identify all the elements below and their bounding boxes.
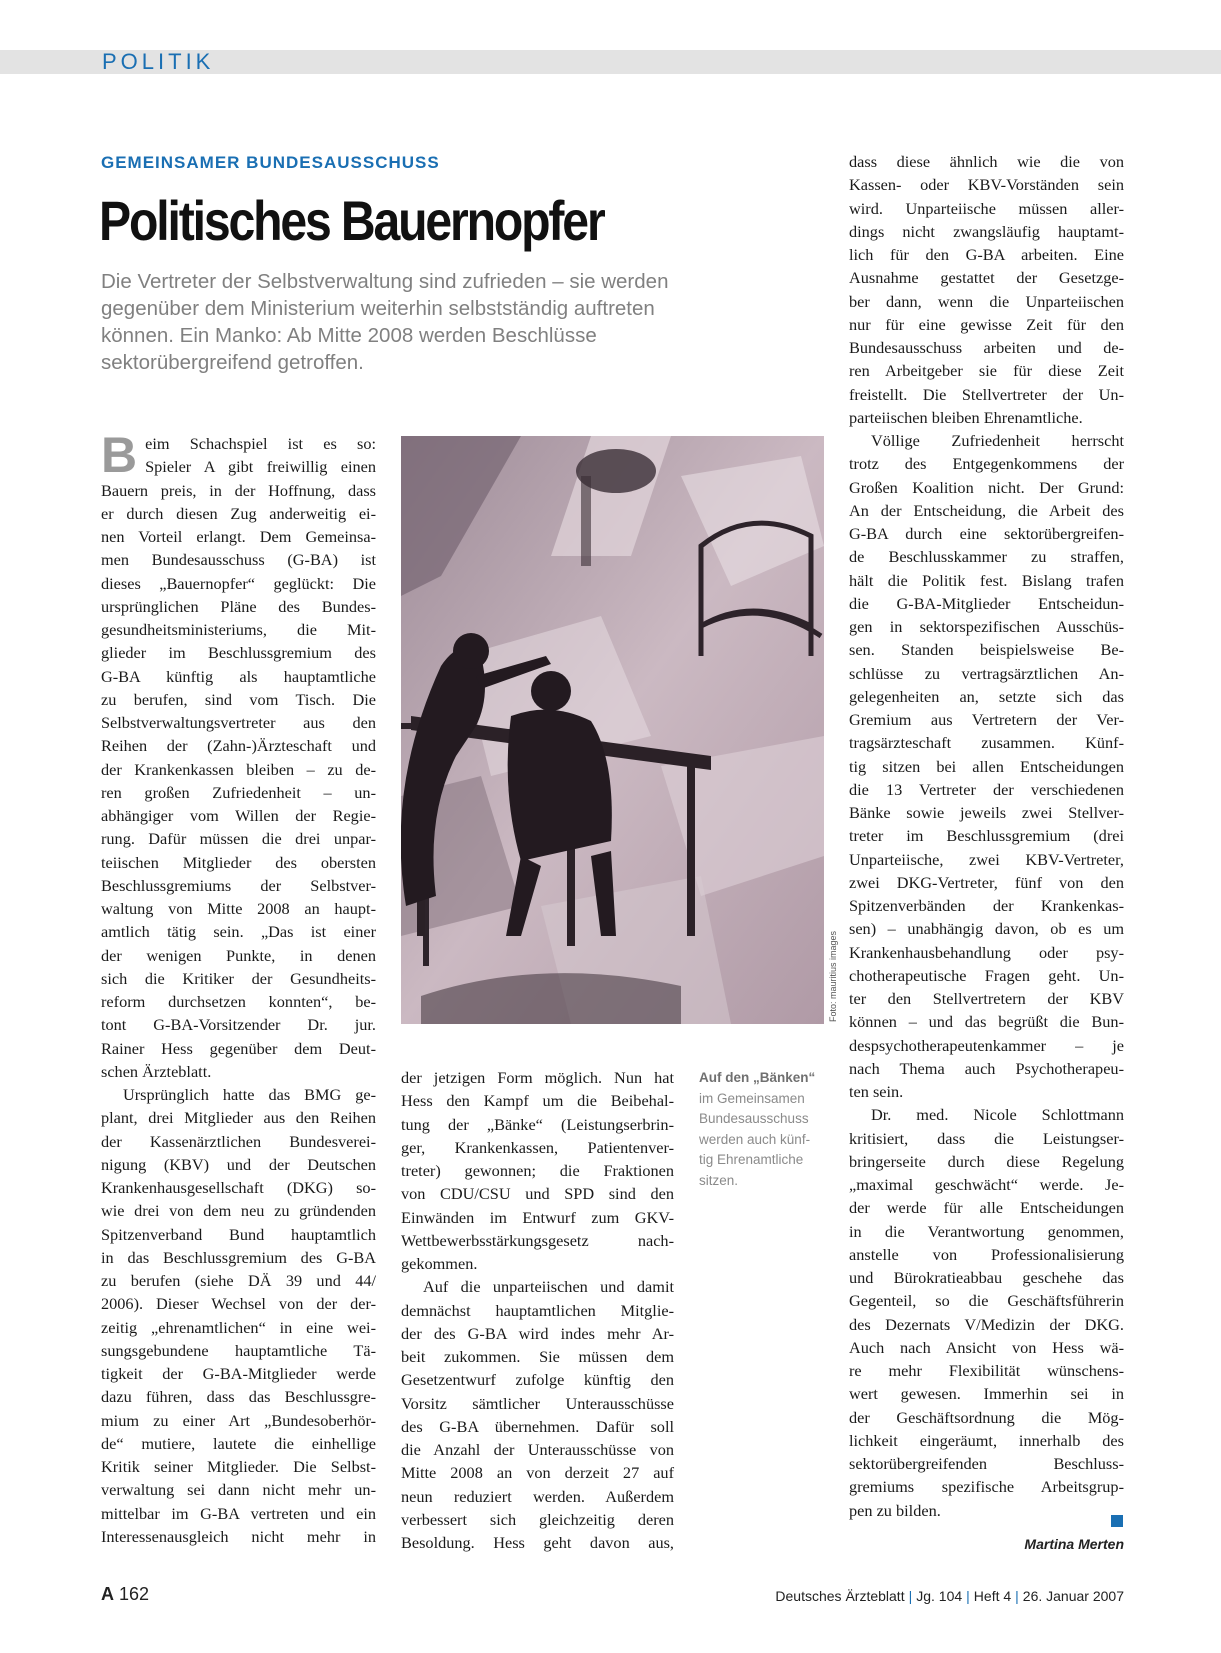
body-text-line: gremiums spezifische Arbeitsgrup- — [849, 1477, 1124, 1497]
body-text-line: Krankenhausgesellschaft (DKG) so- — [101, 1178, 376, 1197]
body-text-line: parteiischen bleiben Ehrenamtliche. — [849, 407, 1083, 427]
journal-date: 26. Januar 2007 — [1022, 1588, 1124, 1604]
body-text-line: kritisiert, dass die Leistungser- — [849, 1128, 1124, 1148]
page-number-value: 162 — [119, 1584, 150, 1604]
body-text-line: chotherapeutische Fragen geht. Un- — [849, 965, 1124, 985]
body-text-line: von CDU/CSU und SPD sind den — [401, 1184, 674, 1204]
body-text-line: gelegenheiten an, setzte sich das — [849, 686, 1124, 706]
footer-separator: | — [1015, 1588, 1019, 1604]
body-text-line: nach Thema auch Psychotherapeu- — [849, 1058, 1124, 1078]
body-text-line: dings nicht zwangsläufig hauptamt- — [849, 221, 1124, 241]
teaser-line: sektorübergreifend getroffen. — [101, 351, 364, 374]
body-text-line: „maximal geschwächt“ werde. Je- — [849, 1175, 1124, 1194]
body-text-line: despsychotherapeutenkammer – je — [849, 1035, 1124, 1055]
journal-footer — [775, 1588, 1124, 1604]
body-text-line: sich die Kritiker der Gesundheits- — [101, 968, 376, 988]
body-text-line: der Geschäftsordnung die Mög- — [849, 1407, 1124, 1427]
body-text-line: de Beschlusskammer zu straffen, — [849, 547, 1124, 567]
body-text-line: mittelbar im G-BA vertreten und ein — [101, 1503, 376, 1523]
article-kicker: GEMEINSAMER BUNDESAUSSCHUSS — [101, 153, 440, 172]
body-text-line: dieses „Bauernopfer“ geglückt: Die — [101, 573, 376, 593]
body-text-line: können – und das begrüßt die Bun- — [849, 1012, 1124, 1032]
body-text-line: der des G-BA wird indes mehr Ar- — [401, 1323, 674, 1343]
body-text-line: zu berufen (siehe DÄ 39 und 44/ — [101, 1271, 376, 1290]
body-text-line: gekommen. — [401, 1254, 478, 1273]
page-number — [101, 1584, 149, 1605]
body-text-line: bringerseite durch diese Regelung — [849, 1151, 1124, 1171]
section-label: POLITIK — [102, 49, 215, 74]
body-text-line: in die Verantwortung genommen, — [849, 1221, 1124, 1241]
body-text-line: tragsärzteschaft zusammen. Künf- — [849, 733, 1124, 753]
body-text-line: Bauern preis, in der Hoffnung, dass — [101, 480, 376, 500]
body-text-line: wird. Unparteiische müssen aller- — [849, 198, 1124, 218]
body-text-line: Selbstverwaltungsvertreter aus den — [101, 713, 376, 732]
body-text-line: G-BA durch eine sektorübergreifen- — [849, 524, 1124, 543]
body-text-line: zu berufen, sind vom Tisch. Die — [101, 689, 376, 709]
article-photo — [401, 436, 824, 1024]
body-text-line: G-BA künftig als hauptamtliche — [101, 666, 376, 686]
body-text-line: trotz des Entgegenkommens der — [849, 454, 1124, 474]
teaser-line: Die Vertreter der Selbstverwaltung sind zufrieden – sie werden — [101, 270, 669, 293]
caption-line: im Gemeinsamen — [699, 1090, 805, 1106]
body-text-line: tung der „Bänke“ (Leistungserbrin- — [401, 1114, 674, 1134]
body-text-line: ter den Stellvertretern der KBV — [849, 989, 1124, 1008]
footer-separator: | — [966, 1588, 970, 1604]
body-text-line: des Dezernats V/Medizin der DKG. — [849, 1314, 1124, 1334]
body-text-line: Beschlussgremiums der Selbstver- — [101, 875, 376, 895]
body-text-line: hält die Politik fest. Bislang trafen — [849, 570, 1124, 590]
body-text-line: verwaltung sei dann nicht mehr un- — [101, 1480, 376, 1500]
body-text-line: Auf die unparteiischen und damit — [423, 1277, 674, 1297]
body-text-line: Gegenteil, so die Geschäftsführerin — [849, 1291, 1124, 1311]
body-text-line: schen Ärzteblatt. — [101, 1061, 212, 1081]
body-text-line: Kritik seiner Mitglieder. Die Selbst- — [101, 1457, 376, 1476]
body-text-line: reform durchsetzen konnten“, be- — [101, 992, 376, 1011]
body-text-line: die G-BA-Mitglieder Entscheidun- — [849, 593, 1124, 613]
body-text-line: verbessert sich gleichzeitig deren — [401, 1509, 674, 1529]
body-text-line: Großen Koalition nicht. Der Grund: — [849, 477, 1124, 497]
body-text-line: plant, drei Mitglieder aus den Reihen — [101, 1108, 376, 1128]
body-text-line: abhängiger vom Willen der Regie- — [101, 806, 376, 825]
article-column-1 — [101, 427, 376, 1548]
body-text-line: Spitzenverbänden der Krankenkas- — [849, 896, 1124, 915]
body-text-line: tig sitzen bei allen Entscheidungen — [849, 756, 1124, 776]
body-text-line: der Krankenkassen bleiben – zu de- — [101, 759, 376, 779]
caption-line: tig Ehrenamtliche — [699, 1152, 804, 1167]
caption-line: sitzen. — [699, 1172, 739, 1188]
article-author: Martina Merten — [1024, 1536, 1124, 1552]
body-text-line: Besoldung. Hess geht davon aus, — [401, 1533, 674, 1552]
body-text-line: waltung von Mitte 2008 an haupt- — [101, 899, 376, 918]
body-text-line: Bundesausschuss arbeiten und de- — [849, 338, 1124, 357]
footer-separator: | — [908, 1588, 913, 1604]
article-teaser — [101, 268, 761, 376]
body-text-line: freistellt. Die Stellvertreter der Un- — [849, 384, 1124, 404]
teaser-line: können. Ein Manko: Ab Mitte 2008 werden Beschlüsse — [101, 324, 597, 347]
body-text-line: 2006). Dieser Wechsel von der der- — [101, 1294, 376, 1314]
body-text-line: An der Entscheidung, die Arbeit des — [849, 500, 1124, 520]
body-text-line: wie drei von dem neu zu gründenden — [101, 1201, 376, 1221]
body-text-line: men Bundesausschuss (G-BA) ist — [101, 550, 376, 570]
body-text-line: Vorsitz sämtlicher Unterausschüsse — [401, 1393, 674, 1413]
body-text-line: gesundheitsministeriums, die Mit- — [101, 620, 376, 639]
body-text-line: nigung (KBV) und der Deutschen — [101, 1154, 376, 1174]
body-text-line: Spieler A gibt freiwillig einen — [145, 457, 376, 477]
body-text-line: Unparteiische, zwei KBV-Vertreter, — [849, 849, 1124, 869]
article-column-2 — [401, 1066, 674, 1554]
body-text-line: in das Beschlussgremium des G-BA — [101, 1247, 376, 1267]
body-text-line: Reihen der (Zahn-)Ärzteschaft und — [101, 736, 376, 756]
body-text-line: Kassen- oder KBV-Vorständen sein — [849, 175, 1124, 195]
body-text-line: lich für den G-BA arbeiten. Eine — [849, 245, 1124, 264]
body-text-line: Völlige Zufriedenheit herrscht — [871, 431, 1124, 450]
body-text-line: ren großen Zufriedenheit – un- — [101, 782, 376, 802]
body-text-line: beit zukommen. Sie müssen dem — [401, 1347, 674, 1366]
body-text-line: ten sein. — [849, 1082, 904, 1101]
body-text-line: er durch diesen Zug anderweitig ei- — [101, 503, 376, 523]
teaser-line: gegenüber dem Ministerium weiterhin selbstständig auftreten — [101, 297, 655, 320]
body-text-line: wert gewesen. Immerhin sei in — [849, 1384, 1124, 1404]
body-text-line: lichkeit eingeräumt, innerhalb des — [849, 1430, 1124, 1450]
body-text-line: die 13 Vertreter der verschiedenen — [849, 779, 1124, 799]
body-text-line: sungsgebundene hauptamtliche Tä- — [101, 1340, 376, 1360]
body-text-line: ren Arbeitgeber sie für diese Zeit — [849, 361, 1124, 381]
body-text-line: die Anzahl der Unterausschüsse von — [401, 1440, 674, 1459]
body-text-line: Krankenhausbehandlung oder psy- — [849, 942, 1124, 962]
body-text-line: Wettbewerbsstärkungsgesetz nach- — [401, 1230, 674, 1250]
body-text-line: ger, Krankenkassen, Patientenver- — [401, 1137, 674, 1157]
body-text-line: gen in sektorspezifischen Ausschüs- — [849, 617, 1124, 636]
drop-cap: B — [101, 427, 138, 483]
body-text-line: Gremium aus Vertretern der Ver- — [849, 710, 1124, 729]
body-text-line: de“ mutiere, lautete die einhellige — [101, 1433, 376, 1453]
page-prefix: A — [101, 1584, 114, 1604]
body-text-line: mium zu einer Art „Bundesoberhör- — [101, 1410, 376, 1430]
body-text-line: dass diese ähnlich wie die von — [849, 152, 1124, 171]
body-text-line: des G-BA übernehmen. Dafür soll — [401, 1416, 674, 1436]
caption-title: Auf den „Bänken“ — [699, 1070, 816, 1085]
body-text-line: neun reduziert werden. Außerdem — [401, 1486, 674, 1506]
body-text-line: der werde für alle Entscheidungen — [849, 1198, 1124, 1218]
body-text-line: Mitte 2008 an von derzeit 27 auf — [401, 1463, 674, 1483]
body-text-line: Interessenausgleich nicht mehr in — [101, 1526, 376, 1546]
body-text-line: der jetzigen Form möglich. Nun hat — [401, 1068, 674, 1087]
body-text-line: treter im Beschlussgremium (drei — [849, 826, 1124, 846]
journal-volume: Jg. 104 — [916, 1588, 963, 1604]
article-title: Politisches Bauernopfer — [99, 189, 604, 252]
body-text-line: Bänke sowie jeweils zwei Stellver- — [849, 803, 1124, 822]
body-text-line: demnächst hauptamtlichen Mitglie- — [401, 1300, 674, 1320]
journal-issue: Heft 4 — [973, 1588, 1012, 1604]
caption-line: werden auch künf- — [699, 1131, 811, 1147]
body-text-line: Ursprünglich hatte das BMG ge- — [123, 1085, 376, 1104]
body-text-line: teiischen Mitglieder des obersten — [101, 852, 376, 872]
photo-credit: Foto: mauritius images — [828, 930, 838, 1022]
body-text-line: dazu führen, dass das Beschlussgre- — [101, 1387, 376, 1407]
body-text-line: ursprünglichen Pläne des Bundes- — [101, 596, 376, 616]
article-end-marker — [1111, 1515, 1123, 1527]
body-text-line: nen Vorteil erlangt. Dem Gemeinsa- — [101, 527, 376, 546]
body-text-line: der wenigen Punkte, in denen — [101, 945, 376, 965]
body-text-line: treter) gewonnen; die Fraktionen — [401, 1161, 674, 1180]
body-text-line: eim Schachspiel ist es so: — [145, 434, 376, 453]
silhouette-bench-image — [401, 436, 824, 1024]
body-text-line: amtlich tätig sein. „Das ist einer — [101, 922, 376, 942]
body-text-line: tigkeit der G-BA-Mitglieder werde — [101, 1364, 376, 1383]
body-text-line: re mehr Flexibilität wünschens- — [849, 1361, 1124, 1380]
body-text-line: Hess den Kampf um die Beibehal- — [401, 1091, 674, 1111]
body-text-line: nur für eine gewisse Zeit für den — [849, 314, 1124, 334]
body-text-line: Dr. med. Nicole Schlottmann — [871, 1105, 1124, 1125]
body-text-line: tont G-BA-Vorsitzender Dr. jur. — [101, 1015, 376, 1035]
body-text-line: schlüsse zu vertragsärztlichen An- — [849, 663, 1124, 683]
body-text-line: sen. Standen beispielsweise Be- — [849, 640, 1124, 660]
body-text-line: rung. Dafür müssen die drei unpar- — [101, 829, 376, 849]
body-text-line: Ausnahme gestattet der Gesetzge- — [849, 268, 1124, 288]
journal-name: Deutsches Ärzteblatt — [775, 1588, 905, 1604]
body-text-line: zwei DKG-Vertreter, fünf von den — [849, 872, 1124, 892]
photo-caption — [699, 1068, 829, 1191]
body-text-line: sen) – unabhängig davon, ob es um — [849, 919, 1124, 939]
caption-line: Bundesausschuss — [699, 1111, 809, 1126]
body-text-line: anstelle von Professionalisierung — [849, 1244, 1124, 1264]
body-text-line: pen zu bilden. — [849, 1500, 941, 1520]
body-text-line: Einwänden im Entwurf zum GKV- — [401, 1207, 674, 1227]
body-text-line: und Bürokratieabbau geschehe das — [849, 1268, 1124, 1287]
body-text-line: Gesetzentwurf zufolge künftig den — [401, 1370, 674, 1390]
body-text-line: sektorübergreifenden Beschluss- — [849, 1454, 1124, 1473]
body-text-line: Spitzenverband Bund hauptamtlich — [101, 1224, 376, 1244]
body-text-line: glieder im Beschlussgremium des — [101, 643, 376, 663]
body-text-line: ber dann, wenn die Unparteiischen — [849, 291, 1124, 311]
body-text-line: Rainer Hess gegenüber dem Deut- — [101, 1038, 376, 1058]
body-text-line: der Kassenärztlichen Bundesverei- — [101, 1131, 376, 1151]
body-text-line: Auch nach Ansicht von Hess wä- — [849, 1337, 1124, 1357]
body-text-line: zeitig „ehrenamtlichen“ in eine wei- — [101, 1317, 376, 1337]
article-column-3 — [849, 150, 1124, 1522]
